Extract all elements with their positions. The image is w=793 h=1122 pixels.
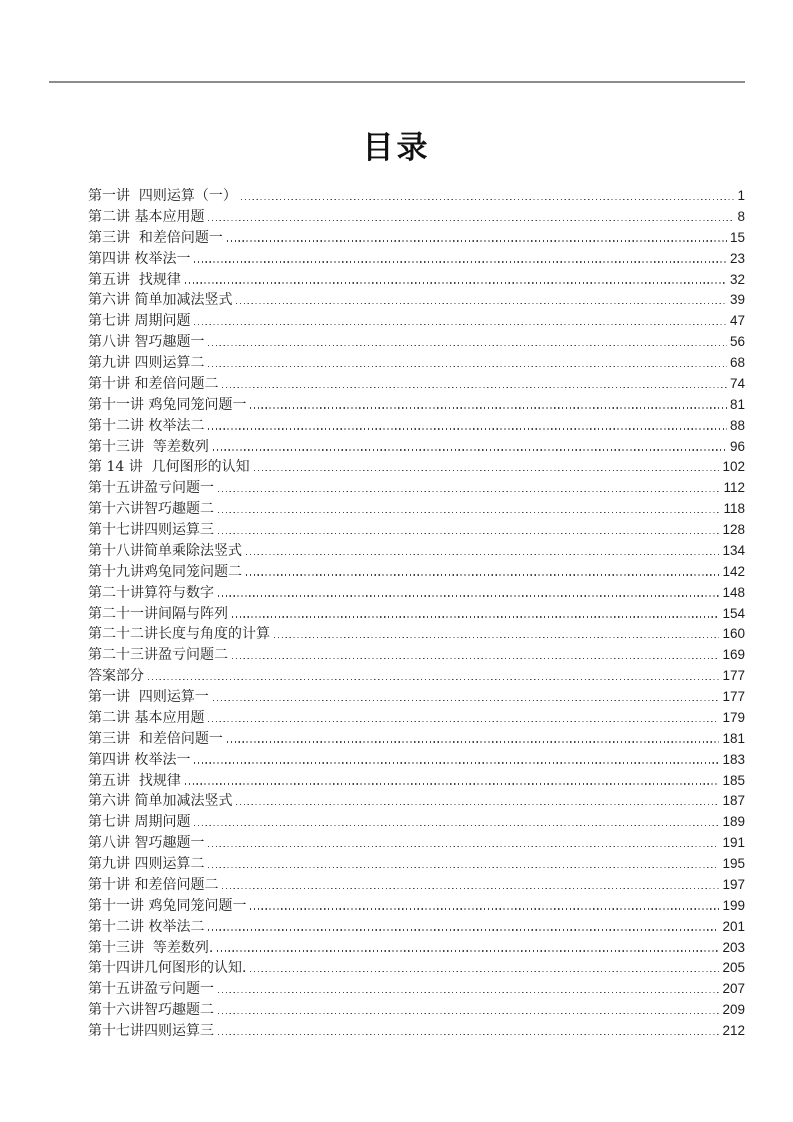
toc-dot-leader: [236, 804, 719, 805]
toc-page-number: 177: [722, 668, 745, 684]
toc-entry[interactable]: [88, 854, 745, 875]
toc-entry-label: 第十九讲鸡兔同笼问题二: [88, 563, 242, 580]
toc-entry-label: 答案部分: [88, 668, 144, 685]
toc-page-number: 199: [722, 897, 745, 913]
toc-entry[interactable]: [88, 311, 745, 332]
toc-entry-label: 第二十二讲长度与角度的计算: [88, 626, 270, 643]
toc-page-number: 23: [729, 250, 745, 266]
toc-entry-label: 第三讲 和差倍问题一: [88, 730, 223, 747]
toc-page-number: 154: [722, 605, 745, 621]
toc-page-number: 88: [729, 417, 745, 433]
toc-entry-label: 第十二讲 枚举法二: [88, 417, 205, 434]
toc-entry[interactable]: [88, 604, 745, 625]
toc-dot-leader: [208, 366, 727, 367]
toc-entry[interactable]: [88, 353, 745, 374]
toc-entry[interactable]: [88, 917, 745, 938]
toc-dot-leader: [218, 1013, 719, 1014]
toc-dot-leader: [250, 407, 727, 408]
toc-page-number: 160: [722, 626, 745, 642]
toc-entry[interactable]: [88, 812, 745, 833]
toc-dot-leader: [218, 512, 720, 513]
toc-entry-label: 第四讲 枚举法一: [88, 250, 191, 267]
toc-page-number: 183: [722, 751, 745, 767]
toc-dot-leader: [185, 282, 727, 283]
toc-dot-leader: [213, 700, 720, 701]
toc-entry[interactable]: [88, 1000, 745, 1021]
toc-entry[interactable]: [88, 645, 745, 666]
toc-entry[interactable]: [88, 729, 745, 750]
toc-dot-leader: [208, 929, 719, 930]
toc-page-number: 181: [722, 730, 745, 746]
toc-entry-label: 第七讲 周期问题: [88, 313, 191, 330]
toc-entry-label: 第十七讲四则运算三: [88, 1023, 214, 1039]
toc-entry-label: 第 14 讲 几何图形的认知: [88, 459, 250, 476]
toc-entry-label: 第六讲 简单加减法竖式: [88, 292, 233, 309]
toc-entry-label: 第十三讲 等差数列.: [88, 939, 214, 956]
toc-entry-label: 第七讲 周期问题: [88, 814, 191, 831]
toc-dot-leader: [194, 762, 719, 763]
toc-dot-leader: [218, 1034, 719, 1035]
toc-entry-label: 第二十讲算符与数字: [88, 584, 214, 601]
toc-entry[interactable]: [88, 437, 745, 458]
toc-entry-label: 第五讲 找规律: [88, 772, 181, 789]
toc-dot-leader: [254, 470, 720, 471]
toc-entry-label: 第十三讲 等差数列: [88, 438, 209, 455]
toc-dot-leader: [232, 658, 719, 659]
toc-entry-label: 第八讲 智巧趣题一: [88, 334, 205, 351]
toc-entry-label: 第十八讲简单乘除法竖式: [88, 542, 242, 559]
toc-page-number: 177: [722, 689, 745, 704]
toc-dot-leader: [227, 741, 720, 742]
toc-entry[interactable]: [88, 583, 745, 604]
toc-page-number: 148: [722, 584, 745, 600]
toc-entry-label: 第二十三讲盈亏问题二: [88, 647, 228, 664]
toc-page-number: 134: [722, 542, 745, 558]
toc-page-number: 185: [722, 772, 745, 788]
toc-dot-leader: [218, 595, 719, 596]
toc-dot-leader: [148, 679, 719, 680]
toc-entry[interactable]: [88, 708, 745, 729]
toc-page-number: 201: [722, 918, 745, 934]
toc-page-number: 197: [722, 876, 745, 892]
toc-dot-leader: [246, 574, 719, 575]
toc-dot-leader: [208, 220, 734, 221]
toc-entry[interactable]: [88, 687, 745, 708]
toc-entry[interactable]: [88, 478, 745, 499]
toc-dot-leader: [208, 428, 727, 429]
toc-entry-label: 第十五讲盈亏问题一: [88, 480, 214, 497]
toc-dot-leader: [218, 491, 720, 492]
toc-page-number: 112: [723, 480, 745, 496]
toc-entry-label: 第十讲 和差倍问题二: [88, 876, 219, 893]
page-title: 目录: [362, 130, 431, 166]
toc-page-number: 189: [722, 814, 745, 830]
toc-list: [88, 186, 745, 1042]
toc-page-number: 191: [722, 835, 745, 851]
toc-entry-label: 第四讲 枚举法一: [88, 751, 191, 768]
toc-entry[interactable]: [88, 938, 745, 959]
toc-entry[interactable]: [88, 896, 745, 917]
toc-entry[interactable]: [88, 875, 745, 896]
toc-dot-leader: [274, 637, 719, 638]
toc-dot-leader: [222, 387, 727, 388]
toc-entry-label: 第二十一讲间隔与阵列: [88, 605, 228, 622]
toc-dot-leader: [185, 783, 720, 784]
toc-entry-label: 第十六讲智巧趣题二: [88, 501, 214, 518]
toc-dot-leader: [213, 449, 727, 450]
toc-dot-leader: [218, 992, 719, 993]
toc-dot-leader: [208, 867, 719, 868]
toc-entry-label: 第一讲 四则运算（一）: [88, 188, 237, 204]
toc-entry[interactable]: [88, 270, 745, 291]
toc-entry[interactable]: [88, 771, 745, 792]
toc-dot-leader: [208, 846, 719, 847]
toc-page-number: 74: [729, 375, 745, 391]
toc-entry[interactable]: [88, 562, 745, 583]
toc-entry[interactable]: [88, 541, 745, 562]
toc-entry-label: 第五讲 找规律: [88, 271, 181, 288]
toc-page-number: 118: [723, 501, 745, 517]
toc-dot-leader: [194, 324, 727, 325]
toc-page-number: 212: [722, 1023, 745, 1038]
toc-page-number: 39: [729, 292, 745, 308]
toc-dot-leader: [208, 721, 719, 722]
toc-entry-label: 第九讲 四则运算二: [88, 856, 205, 872]
toc-dot-leader: [227, 240, 727, 241]
toc-entry[interactable]: [88, 666, 745, 687]
toc-entry[interactable]: [88, 228, 745, 249]
toc-entry-label: 第三讲 和差倍问题一: [88, 229, 223, 246]
toc-page-number: 205: [722, 960, 745, 976]
toc-entry-label: 第十四讲几何图形的认知.: [88, 960, 247, 977]
toc-page-number: 32: [729, 271, 745, 287]
toc-page-number: 209: [722, 1002, 745, 1018]
toc-entry[interactable]: [88, 750, 745, 771]
toc-entry-label: 第十一讲 鸡兔同笼问题一: [88, 897, 247, 914]
toc-entry[interactable]: [88, 958, 745, 979]
toc-entry[interactable]: [88, 249, 745, 270]
toc-entry[interactable]: [88, 979, 745, 1000]
toc-entry[interactable]: [88, 332, 745, 353]
toc-dot-leader: [232, 616, 719, 617]
toc-dot-leader: [246, 554, 719, 555]
toc-dot-leader: [222, 888, 719, 889]
toc-dot-leader: [250, 908, 719, 909]
toc-page-number: 1: [737, 188, 745, 203]
toc-entry-label: 第九讲 四则运算二: [88, 355, 205, 371]
toc-entry[interactable]: [88, 457, 745, 478]
toc-dot-leader: [236, 303, 727, 304]
toc-entry-label: 第六讲 简单加减法竖式: [88, 793, 233, 810]
toc-entry[interactable]: [88, 520, 745, 541]
toc-entry-label: 第二讲 基本应用题: [88, 208, 205, 225]
toc-entry-label: 第十讲 和差倍问题二: [88, 375, 219, 392]
toc-entry-label: 第二讲 基本应用题: [88, 709, 205, 726]
toc-entry-label: 第十二讲 枚举法二: [88, 918, 205, 935]
toc-dot-leader: [194, 261, 727, 262]
toc-page-number: 187: [722, 793, 745, 809]
toc-page-number: 195: [722, 856, 745, 871]
toc-entry-label: 第十五讲盈亏问题一: [88, 981, 214, 998]
toc-entry[interactable]: [88, 395, 745, 416]
toc-entry-label: 第八讲 智巧趣题一: [88, 835, 205, 852]
toc-page-number: 169: [722, 647, 745, 663]
toc-page-number: 142: [722, 563, 745, 579]
toc-page-number: 203: [722, 939, 745, 955]
toc-entry[interactable]: [88, 833, 745, 854]
toc-page-number: 179: [722, 709, 745, 725]
toc-page-number: 81: [729, 396, 745, 412]
toc-entry[interactable]: [88, 290, 745, 311]
toc-page-number: 102: [722, 459, 745, 475]
toc-dot-leader: [208, 345, 727, 346]
toc-page-number: 47: [729, 313, 745, 329]
toc-entry[interactable]: [88, 499, 745, 520]
toc-dot-leader: [241, 199, 735, 200]
toc-entry[interactable]: [88, 416, 745, 437]
toc-entry-label: 第十七讲四则运算三: [88, 522, 214, 538]
toc-dot-leader: [250, 971, 719, 972]
toc-entry-label: 第十六讲智巧趣题二: [88, 1002, 214, 1019]
toc-page-number: 128: [722, 522, 745, 537]
toc-entry[interactable]: [88, 791, 745, 812]
toc-page-number: 56: [729, 334, 745, 350]
toc-dot-leader: [194, 825, 719, 826]
header-rule: [49, 81, 745, 83]
toc-dot-leader: [218, 533, 719, 534]
toc-entry[interactable]: [88, 186, 745, 207]
toc-dot-leader: [217, 950, 719, 951]
toc-page-number: 207: [722, 981, 745, 997]
toc-entry[interactable]: [88, 1021, 745, 1042]
toc-entry[interactable]: [88, 207, 745, 228]
toc-entry-label: 第十一讲 鸡兔同笼问题一: [88, 396, 247, 413]
toc-page-number: 8: [737, 208, 745, 224]
toc-entry[interactable]: [88, 374, 745, 395]
toc-page-number: 68: [729, 355, 745, 370]
toc-entry-label: 第一讲 四则运算一: [88, 689, 209, 705]
toc-page-number: 15: [729, 229, 745, 245]
toc-page-number: 96: [729, 438, 745, 454]
toc-entry[interactable]: [88, 624, 745, 645]
